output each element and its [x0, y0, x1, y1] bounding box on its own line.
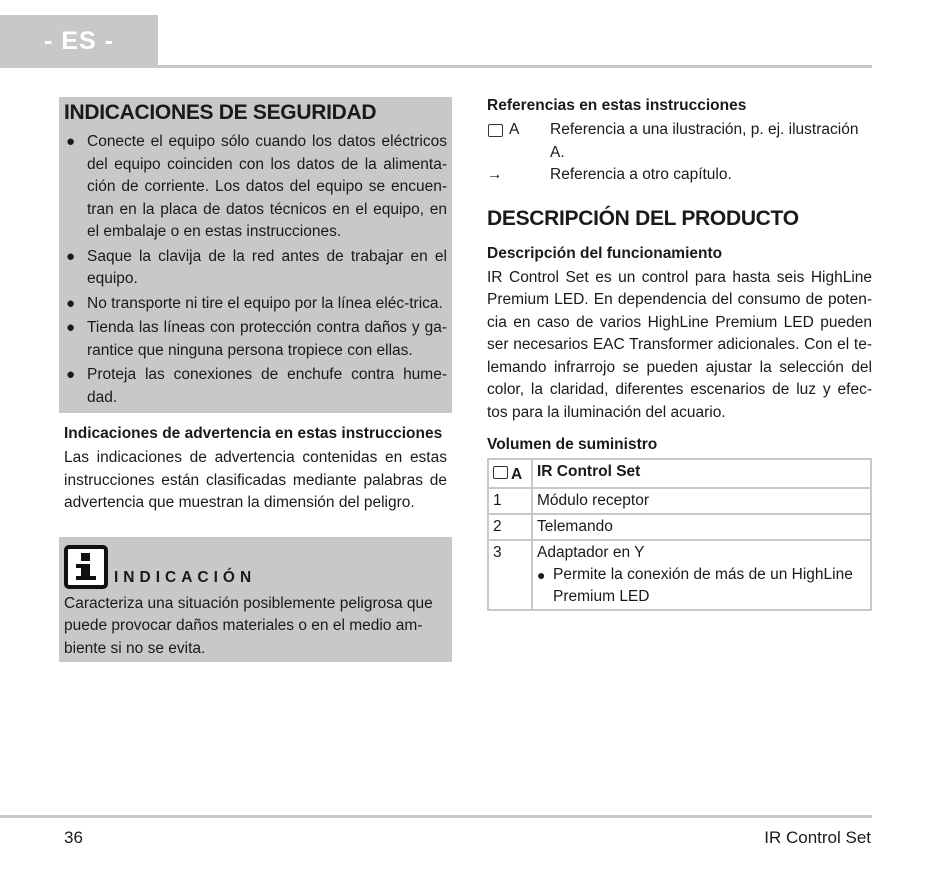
warnings-heading: Indicaciones de advertencia en estas instrucciones [64, 425, 443, 442]
table-row: 2 Telemando [488, 514, 871, 540]
list-item: ● Conecte el equipo sólo cuando los datos eléctricos del equipo coinciden con los datos de la alimenta-ción de corriente. Los datos del equipo se encuen-tran en la placa de datos técnicos en el equipo, en el embalaje o en estas instrucciones. [66, 133, 447, 240]
notice-label: INDICACIÓN [114, 568, 257, 586]
list-item: ● Proteja las conexiones de enchufe contra hume-dad. [66, 366, 447, 406]
bullet-icon: ● [537, 567, 546, 583]
figure-icon [493, 466, 508, 479]
arrow-icon: → [487, 166, 503, 183]
table-header-row: A IR Control Set [488, 459, 871, 488]
reference-item: A Referencia a una ilustración, p. ej. ilustración A. [487, 119, 872, 164]
language-tab: - ES - [0, 15, 158, 67]
info-icon [64, 545, 108, 589]
list-item: ● No transporte ni tire el equipo por la línea eléc-trica. [64, 293, 447, 316]
bullet-icon: ● [66, 133, 76, 150]
safety-list [64, 131, 447, 409]
function-text: IR Control Set es un control para hasta seis HighLine Premium LED. En dependencia del consumo de poten-cia en caso de varios HighLine Premium LED pueden ser necesarios EAC Transformer adicionales. Con el te-lemando infrarrojo se pueden ajustar la selección del color, la claridad, diferentes escenarios de luz y efec-tos para la iluminación del acuario. [487, 268, 872, 421]
supply-heading: Volumen de suministro [487, 436, 658, 453]
notice-box [59, 537, 452, 663]
warnings-section [59, 413, 452, 515]
bullet-icon: ● [66, 294, 76, 312]
list-item: ● Saque la clavija de la red antes de trabajar en el equipo. [66, 247, 447, 287]
figure-icon [488, 124, 503, 137]
references-heading: Referencias en estas instrucciones [487, 97, 747, 114]
bullet-icon: ● [66, 247, 76, 265]
warnings-text: Las indicaciones de advertencia contenidas en estas instrucciones están clasificadas mediante palabras de advertencia que muestran la dimensión del peligro. [64, 449, 447, 511]
table-row: 3 Adaptador en Y ● Permite la conexión de más de un HighLine Premium LED [488, 540, 871, 610]
bullet-icon: ● [66, 366, 76, 383]
reference-item: → Referencia a otro capítulo. [487, 164, 872, 187]
notice-header [64, 545, 447, 589]
safety-section [59, 97, 452, 413]
list-item: ● Permite la conexión de más de un HighLine Premium LED [537, 566, 853, 605]
footer-rule [0, 815, 872, 818]
header-rule [0, 65, 872, 68]
notice-text: Caracteriza una situación posiblemente peligrosa que puede provocar daños materiales o en el medio am-biente si no se evita. [64, 594, 433, 657]
safety-heading: INDICACIONES DE SEGURIDAD [64, 101, 377, 124]
footer-title: IR Control Set [764, 828, 871, 847]
list-item: ● Tienda las líneas con protección contra daños y ga-rantice que ninguna persona tropiece con ellas. [66, 319, 447, 359]
table-row: 1 Módulo receptor [488, 488, 871, 514]
right-column [487, 97, 872, 611]
supply-table [487, 458, 872, 611]
product-heading: DESCRIPCIÓN DEL PRODUCTO [487, 206, 799, 230]
bullet-icon: ● [66, 319, 76, 336]
function-heading: Descripción del funcionamiento [487, 244, 723, 262]
left-column [59, 97, 452, 662]
page-number: 36 [64, 828, 83, 847]
